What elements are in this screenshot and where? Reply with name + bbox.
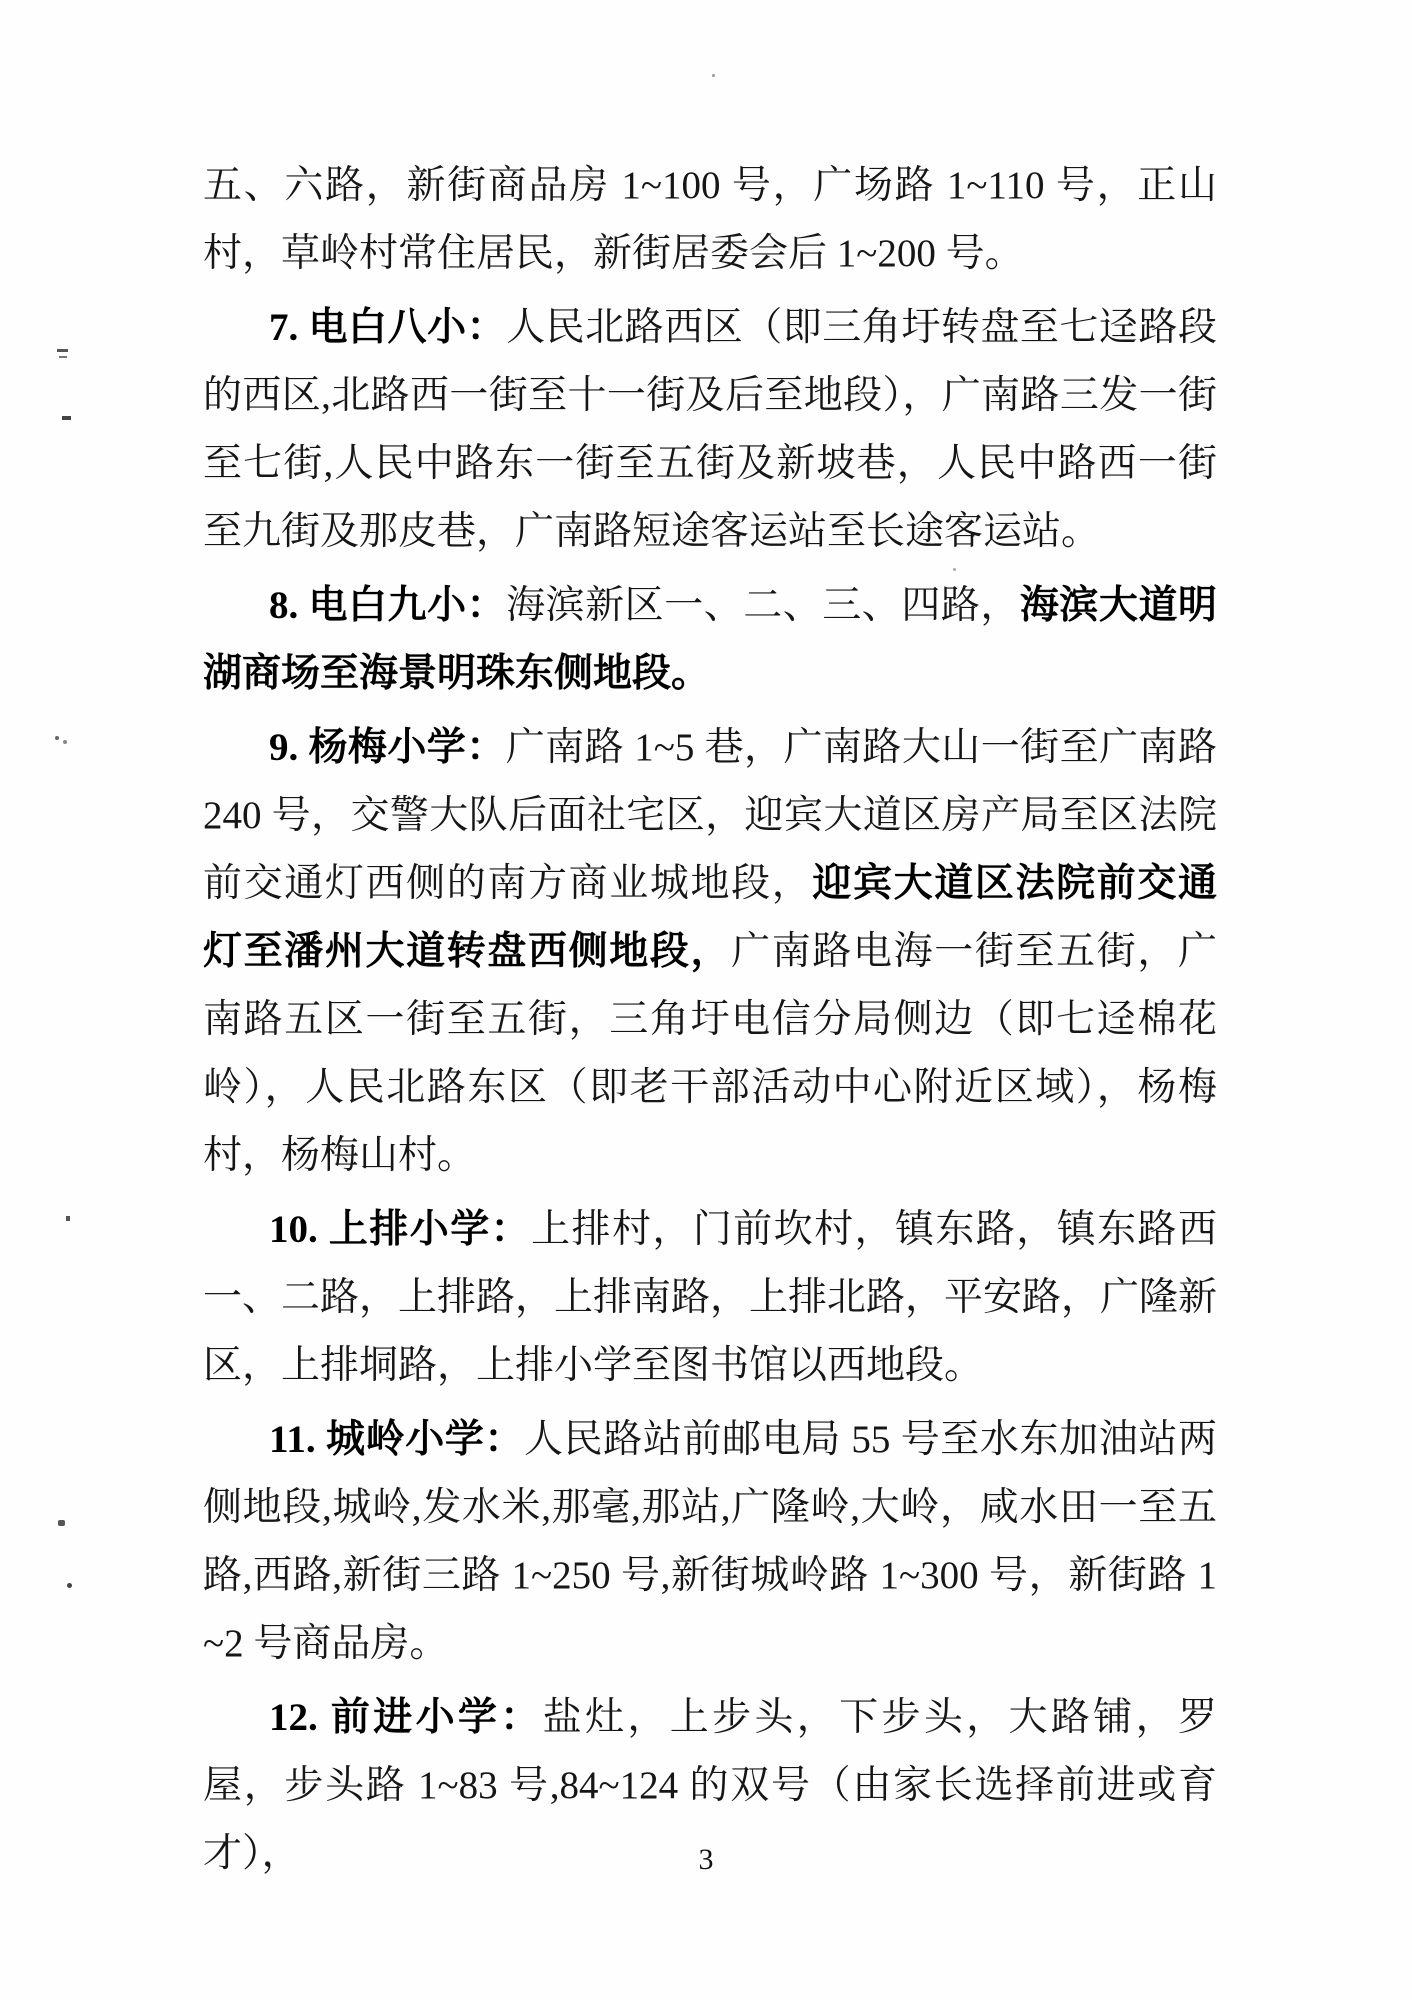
scan-speck xyxy=(712,74,715,77)
paragraph xyxy=(203,1196,1217,1400)
emphasis-text: 12. 前进小学： xyxy=(269,1696,543,1739)
page-number: 3 xyxy=(698,1843,714,1876)
emphasis-text: 10. 上排小学： xyxy=(269,1208,532,1251)
body-text: 上排村，门前坎村，镇东路，镇东路西一、二路，上排路，上排南路，上排北路，平安路，广隆新区，上排垌路，上排小学至图书馆以西地段。 xyxy=(203,1208,1218,1387)
paragraph xyxy=(203,572,1217,708)
scan-speck xyxy=(62,416,71,420)
emphasis-text: 8. 电白九小： xyxy=(269,584,507,627)
document-body xyxy=(203,152,1217,1888)
paragraph xyxy=(203,294,1217,566)
scan-speck xyxy=(58,1520,65,1526)
scan-speck xyxy=(63,740,67,744)
paragraph xyxy=(203,714,1217,1190)
body-text: 人民北路西区（即三角圩转盘至七迳路段的西区,北路西一街至十一街及后至地段），广南路三发一街至七街,人民中路东一街至五街及新坡巷，人民中路西一街至九街及那皮巷，广南路短途客运站至长途客运站。 xyxy=(203,306,1217,553)
body-text: 人民路站前邮电局 55 号至水东加油站两侧地段,城岭,发水米,那毫,那站,广隆岭,大岭，咸水田一至五路,西路,新街三路 1~250 号,新街城岭路 1~300 号，新街路 1~2 号商品房。 xyxy=(203,1418,1217,1665)
scan-speck xyxy=(55,736,59,740)
paragraph xyxy=(203,1406,1217,1678)
body-text: 盐灶，上步头，下步头，大路铺，罗屋，步头路 1~83 号,84~124 的双号（由家长选择前进或育才）， xyxy=(203,1696,1217,1875)
scan-speck xyxy=(67,1583,72,1588)
emphasis-text: 7. 电白八小： xyxy=(269,306,507,349)
body-text: 广南路 1~5 巷，广南路大山一街至广南路 240 号，交警大队后面社宅区，迎宾大道区房产局至区法院前交通灯西侧的南方商业城地段， xyxy=(203,726,1217,905)
emphasis-text: 11. 城岭小学： xyxy=(269,1418,525,1461)
emphasis-text: 海滨大道明湖商场至海景明珠东侧地段。 xyxy=(203,584,1217,695)
emphasis-text: 迎宾大道区法院前交通灯至潘州大道转盘西侧地段， xyxy=(203,862,1217,973)
scan-speck xyxy=(66,1216,70,1221)
body-text: 海滨新区一、二、三、四路， xyxy=(506,584,1020,627)
body-text: 五、六路，新街商品房 1~100 号，广场路 1~110 号，正山村，草岭村常住居民，新街居委会后 1~200 号。 xyxy=(203,164,1217,275)
paragraph xyxy=(203,152,1217,288)
scan-speck xyxy=(57,349,68,352)
body-text: 广南路电海一街至五街，广南路五区一街至五街，三角圩电信分局侧边（即七迳棉花岭），人民北路东区（即老干部活动中心附近区域），杨梅村，杨梅山村。 xyxy=(203,930,1217,1177)
scan-speck xyxy=(59,356,67,358)
emphasis-text: 9. 杨梅小学： xyxy=(269,726,506,769)
